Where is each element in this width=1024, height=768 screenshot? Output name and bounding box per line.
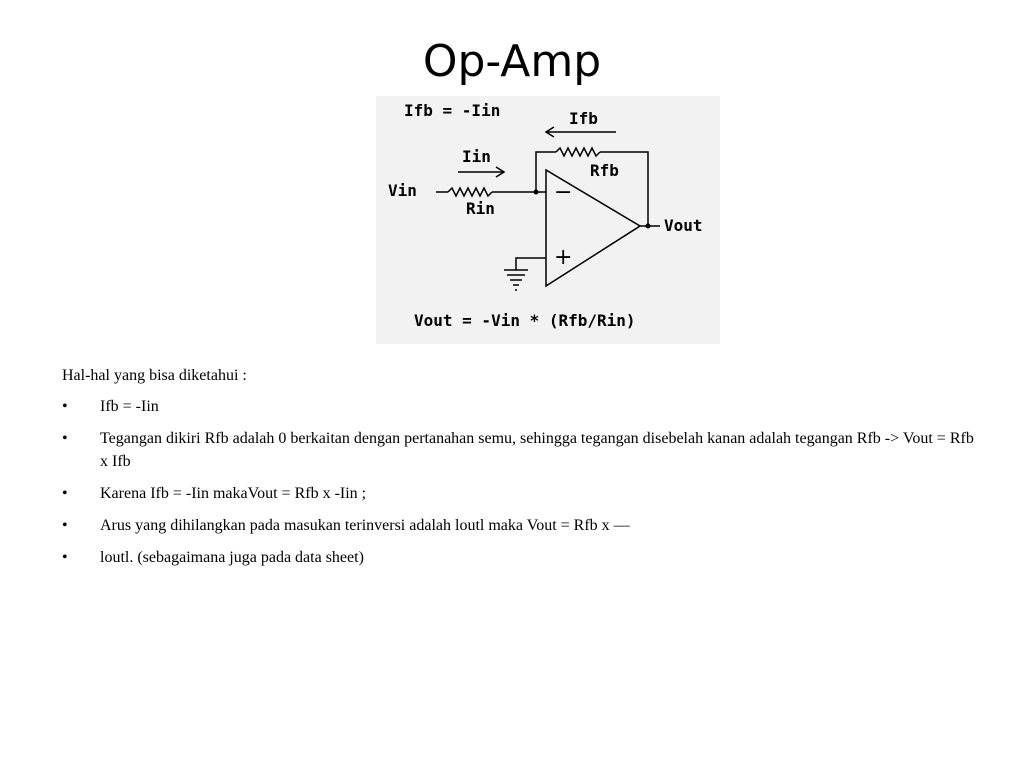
list-item-text: Ifb = -Iin bbox=[100, 398, 159, 415]
non-inverting-sign: + bbox=[554, 245, 573, 270]
equation-vout: Vout = -Vin * (Rfb/Rin) bbox=[414, 311, 636, 330]
list-item bbox=[62, 514, 982, 537]
label-rin: Rin bbox=[466, 199, 495, 218]
list-item bbox=[62, 395, 982, 418]
inverting-sign: − bbox=[554, 180, 573, 205]
list-item-text: Karena Ifb = -Iin makaVout = Rfb x -Iin ; bbox=[100, 485, 367, 502]
bullet-mark: • bbox=[62, 485, 68, 502]
bullet-mark: • bbox=[62, 549, 68, 566]
rin-resistor bbox=[448, 188, 492, 196]
label-vout: Vout bbox=[664, 216, 703, 235]
label-vin: Vin bbox=[388, 181, 417, 200]
intro-text: Hal-hal yang bisa diketahui : bbox=[62, 367, 247, 384]
slide-title: Op-Amp bbox=[422, 36, 602, 87]
label-ifb: Ifb bbox=[569, 109, 598, 128]
rfb-resistor bbox=[556, 148, 600, 156]
list-item-text: Tegangan dikiri Rfb adalah 0 berkaitan dengan pertanahan semu, sehingga tegangan disebelah kanan adalah tegangan Rfb -> Vout = Rfb x Ifb bbox=[100, 430, 974, 470]
bullet-list bbox=[62, 395, 982, 569]
output-node bbox=[646, 224, 651, 229]
bullet-mark: • bbox=[62, 517, 68, 534]
non-inverting-input-wire bbox=[516, 258, 546, 270]
list-item bbox=[62, 427, 982, 473]
equation-ifb-iin: Ifb = -Iin bbox=[404, 101, 501, 120]
ground-icon bbox=[504, 270, 528, 290]
list-item-text: Arus yang dihilangkan pada masukan terinversi adalah loutl maka Vout = Rfb x — bbox=[100, 517, 630, 534]
bullet-mark: • bbox=[62, 430, 68, 447]
op-amp-schematic bbox=[376, 96, 720, 344]
op-amp-circuit-diagram bbox=[376, 96, 720, 344]
summing-junction bbox=[534, 190, 539, 195]
slide-body bbox=[62, 366, 982, 578]
bullet-mark: • bbox=[62, 398, 68, 415]
list-item bbox=[62, 482, 982, 505]
list-item bbox=[62, 546, 982, 569]
label-rfb: Rfb bbox=[590, 161, 619, 180]
label-iin: Iin bbox=[462, 147, 491, 166]
list-item-text: loutl. (sebagaimana juga pada data sheet) bbox=[100, 549, 364, 566]
